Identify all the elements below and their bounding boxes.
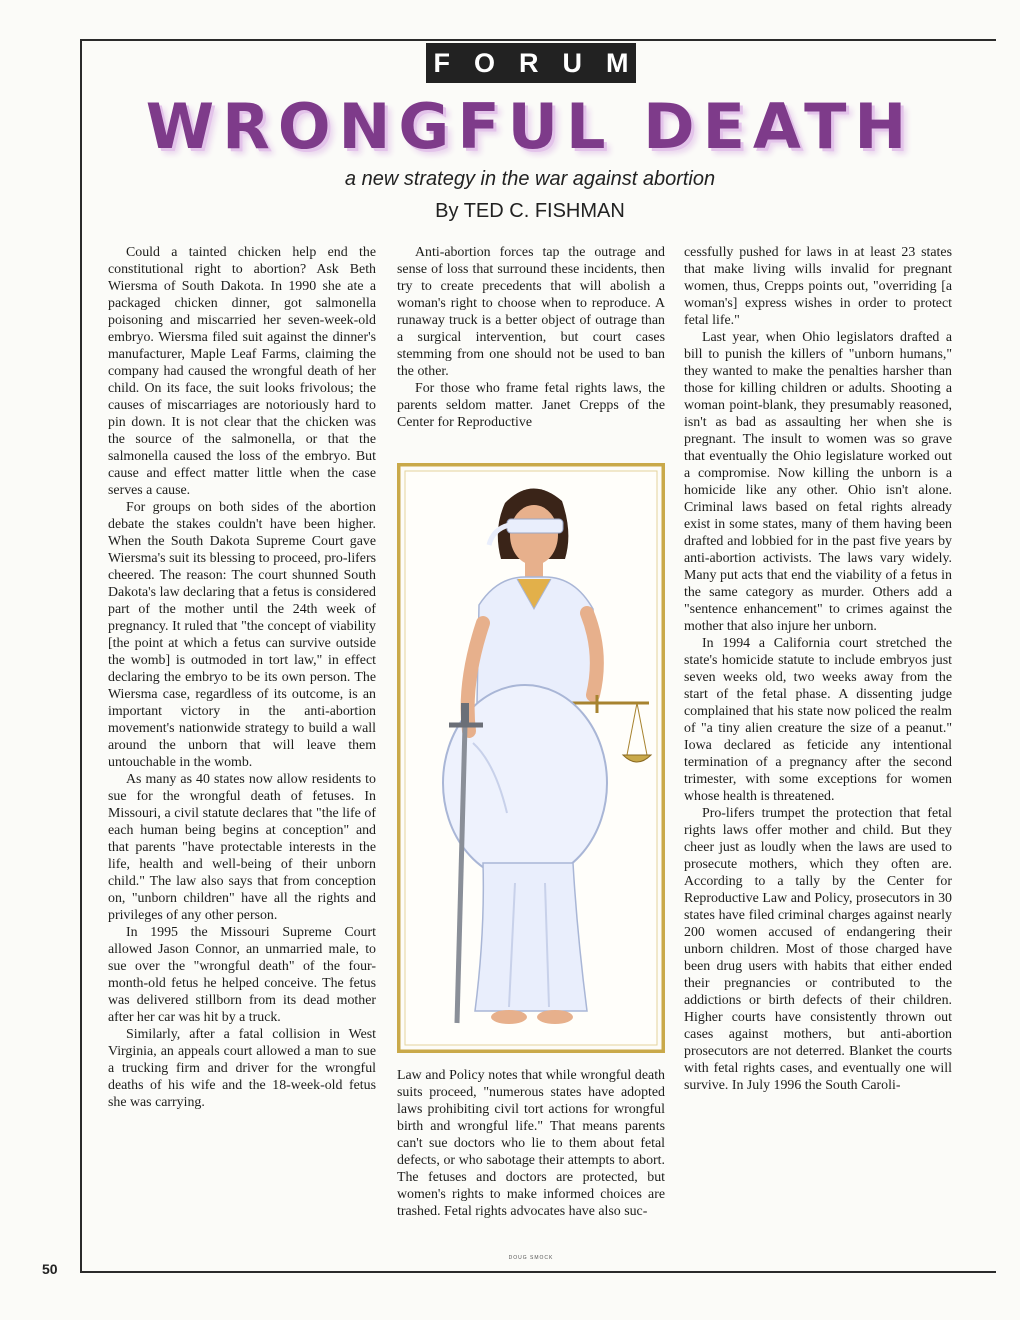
paragraph: Pro-lifers trumpet the protection that fetal rights laws offer mother and child. But they cheer just as loudly when the laws are used to prosecute mothers, which they often are. According to a tally by the Center for Reproductive Law and Policy, prosecutors in 30 states have filed criminal charges against nearly 200 women accused of endangering their unborn children. Most of those charged have been drug users with habits that either ended their pregnancies or contributed to the addictions or birth defects of their children. Higher courts have consistently thrown out cases against mothers, but anti-abortion prosecutors are not deterred. Blanket the courts with fetal rights cases, and eventually one will survive. In July 1996 the South Caroli- <box>684 806 952 1093</box>
page-number: 50 <box>42 1261 58 1277</box>
paragraph: Similarly, after a fatal collision in West Virginia, an appeals court allowed a man to sue a trucking firm and driver for the wrongful deaths of his wife and the 18-week-old fetus she was carrying. <box>108 1027 376 1110</box>
article-byline: By TED C. FISHMAN <box>435 200 625 222</box>
paragraph: cessfully pushed for laws in at least 23 states that make living wills invalid for pregnant women, thus, Crepps points out, "overriding [a woman's] express wishes in order to protect fetal life." <box>684 245 952 328</box>
text-column-1 <box>108 244 376 1111</box>
text-column-3 <box>684 244 952 1094</box>
frame-top-rule <box>80 39 996 41</box>
text-column-2-bottom <box>397 1067 665 1220</box>
frame-left-rule <box>80 39 82 1272</box>
paragraph: As many as 40 states now allow residents to sue for the wrongful death of fetuses. In Missouri, a civil statute declares that "the life of each human being begins at conception" and that parents "have protectable interests in the life, health and well-being of their unborn child." The law also says that from conception on, "unborn children" have all the rights and privileges of any other person. <box>108 772 376 923</box>
lady-justice-illustration <box>397 463 665 1053</box>
paragraph: Could a tainted chicken help end the constitutional right to abortion? Ask Beth Wiersma of South Dakota. In 1990 she ate a packaged chicken dinner, got salmonella poisoning and miscarried her seven-week-old embryo. Wiersma filed suit against the dinner's manufacturer, Maple Leaf Farms, claiming the company had caused the wrongful death of her child. On its face, the suit looks frivolous; the causes of miscarriages are notoriously hard to pin down. It is not clear that the chicken was the source of the salmonella, or that the salmonella caused the loss of the embryo. But cause and effect matter little when the case serves a cause. <box>108 245 376 498</box>
paragraph: Anti-abortion forces tap the outrage and sense of loss that surround these incidents, then try to create precedents that will abolish a woman's right to choose when to reproduce. A runaway truck is a better object of outrage than a surgical intervention, but court cases stemming from one should not be used to ban the other. <box>397 245 665 379</box>
article-headline: WRONGFUL DEATH <box>145 90 915 163</box>
article-deck: a new strategy in the war against abortion <box>344 168 716 190</box>
paragraph: In 1994 a California court stretched the state's homicide statute to include embryos just seven weeks old, two weeks away from the start of the fetal phase. A dissenting judge complained that his state now policed the realm of "a tiny alien creature the size of a peanut." Iowa declared as feticide any intentional termination of a pregnancy after the second trimester, with some exceptions for women whose health is threatened. <box>684 636 952 804</box>
frame-bottom-rule <box>80 1271 996 1273</box>
text-column-2-top <box>397 244 665 431</box>
paragraph: Last year, when Ohio legislators drafted a bill to punish the killers of "unborn humans," they wanted to make the penalties harsher than those for killing children or adults. Shooting a woman point-blank, they presumably reasoned, isn't as bad as assaulting her when she is pregnant. The insult to women was so grave that eventually the Ohio legislature worked out a compromise. Now killing the unborn is a homicide like any other. Ohio isn't alone. Criminal laws based on fetal rights already exist in some states, many of them having been drafted and lobbied for in the past five years by anti-abortion activists. The laws vary widely. Many put acts that end the viability of a fetus in the same category as murder. Others add a "sentence enhancement" to crimes against the mother that also injure her unborn. <box>684 330 952 634</box>
image-credit: DOUG SMOCK <box>508 1255 554 1261</box>
paragraph: For groups on both sides of the abortion debate the stakes couldn't have been higher. When the South Dakota Supreme Court gave Wiersma's suit its blessing to proceed, pro-lifers cheered. The reason: The court shunned South Dakota's law declaring that a fetus is considered part of the mother until the 24th week of pregnancy. It ruled that "the concept of viability [the point at which a fetus can survive outside the womb] is outmoded in tort law," in effect declaring the embryo to be its own person. The Wiersma case, regardless of its outcome, is an important victory in the anti-abortion movement's nationwide strategy to build a wall around the unborn that will leave them untouchable in the womb. <box>108 500 376 770</box>
paragraph: Law and Policy notes that while wrongful death suits proceed, "numerous states have adopted laws prohibiting civil tort actions for wrongful birth and wrongful life." That means parents can't sue doctors who lie to them about fetal defects, or who sabotage their attempts to abort. The fetuses and doctors are protected, but women's rights to make informed choices are trashed. Fetal rights advocates have also suc- <box>397 1068 665 1219</box>
section-label: FORUM <box>426 43 636 83</box>
pregnant-justice-figure-icon <box>397 463 665 1053</box>
paragraph: For those who frame fetal rights laws, the parents seldom matter. Janet Crepps of the Center for Reproductive <box>397 381 665 430</box>
paragraph: In 1995 the Missouri Supreme Court allowed Jason Connor, an unmarried male, to sue over the "wrongful death" of the four-month-old fetus he helped conceive. The fetus was delivered stillborn from its dead mother after her car was hit by a truck. <box>108 925 376 1025</box>
